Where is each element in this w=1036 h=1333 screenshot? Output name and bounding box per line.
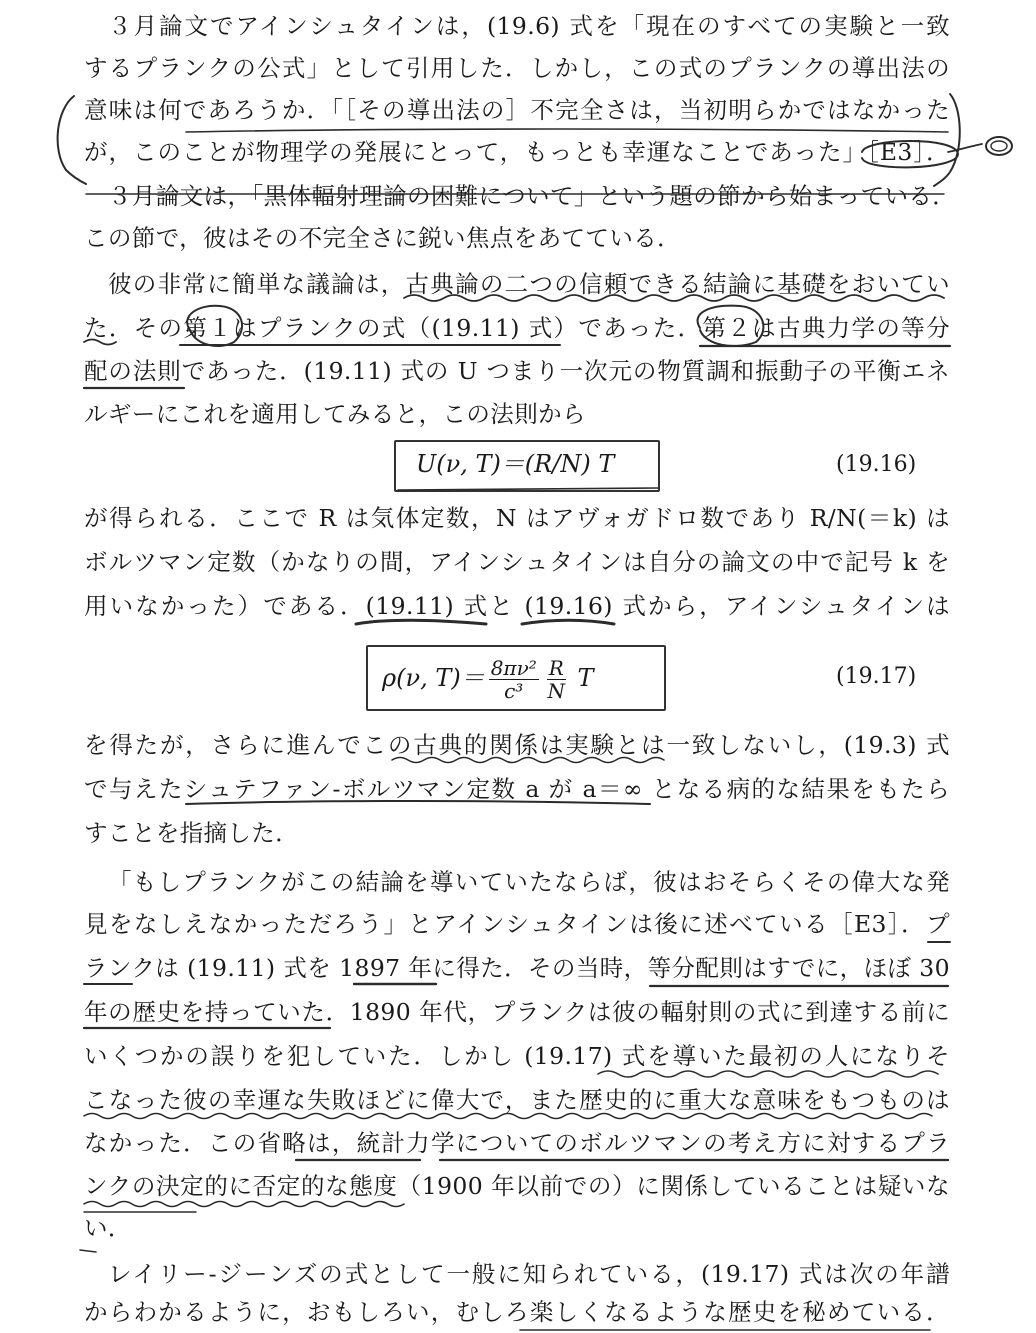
- text-line-6: この節で，彼はその不完全さに鋭い焦点をあてている．: [84, 224, 682, 252]
- fraction-denominator: N: [547, 679, 566, 703]
- text-line-8: た．その第１はプランクの式（(19.11) 式）であった．第２は古典力学の等分: [84, 314, 950, 342]
- text-line-26: レイリー‐ジーンズの式として一般に知られている，(19.17) 式は次の年譜: [108, 1260, 950, 1288]
- text-line-2: するプランクの公式」として引用した．しかし，この式のプランクの導出法の: [84, 54, 950, 82]
- text-line-20: 年の歴史を持っていた．1890 年代，プランクは彼の輻射則の式に到達する前に: [84, 998, 950, 1026]
- text-line-27: からわかるように，おもしろい，むしろ楽しくなるような歴史を秘めている．: [84, 1298, 950, 1326]
- fraction-R-N: [547, 657, 566, 702]
- text-line-16: すことを指摘した．: [84, 819, 300, 847]
- equation-number-19-16: (19.16): [836, 452, 917, 477]
- text-line-23: なかった．この省略は，統計力学についてのボルツマンの考え方に対するプラ: [84, 1129, 950, 1157]
- equation-number-19-17: (19.17): [836, 664, 917, 689]
- text-line-22: こなった彼の幸運な失敗ほどに偉大で，また歴史的に重大な意味をもつものは: [84, 1086, 950, 1114]
- fraction-numerator: 8πν²: [490, 656, 537, 680]
- text-line-18: 見をなしえなかっただろう」とアインシュタインは後に述べている［E3］．プ: [84, 910, 950, 938]
- text-line-7: 彼の非常に簡単な議論は，古典論の二つの信頼できる結論に基礎をおいてい: [108, 270, 950, 298]
- fraction-8piv2-c3: [489, 657, 539, 702]
- text-line-10: ルギーにこれを適用してみると，この法則から: [84, 400, 586, 428]
- fraction-numerator: R: [548, 656, 564, 680]
- text-line-3: 意味は何であろうか．「［その導出法の］不完全さは，当初明らかではなかった: [84, 96, 950, 124]
- text-line-5: ３月論文は，「黒体輻射理論の困難について」という題の節から始まっている．: [108, 182, 957, 210]
- equation-19-16: U(ν, T)＝(R/N) T: [416, 450, 615, 478]
- text-line-1: ３月論文でアインシュタインは，(19.6) 式を「現在のすべての実験と一致: [108, 12, 950, 40]
- equation-19-17-tail: T: [577, 664, 594, 692]
- double-circle-mark: [986, 137, 1012, 155]
- arrow-mark: [948, 144, 982, 152]
- fraction-denominator: c³: [504, 679, 524, 703]
- text-line-21: いくつかの誤りを犯していた．しかし (19.17) 式を導いた最初の人になりそ: [84, 1042, 950, 1070]
- text-line-12: ボルツマン定数（かなりの間，アインシュタインは自分の論文の中で記号 k を: [84, 548, 950, 576]
- text-line-15: で与えたシュテファン‐ボルツマン定数 a が a＝∞ となる病的な結果をもたら: [84, 775, 950, 803]
- text-line-14: を得たが，さらに進んでこの古典的関係は実験とは一致しないし，(19.3) 式: [84, 731, 950, 759]
- text-line-4: が，このことが物理学の発展にとって，もっとも幸運なことであった」［E3］．: [84, 138, 950, 166]
- text-line-25: い．: [84, 1214, 132, 1242]
- text-line-19: ランクは (19.11) 式を 1897 年に得た．その当時，等分配則はすでに，ほぼ 30: [84, 954, 950, 982]
- text-line-17: 「もしプランクがこの結論を導いていたならば，彼はおそらくその偉大な発: [108, 868, 950, 896]
- text-line-13: 用いなかった）である．(19.11) 式と (19.16) 式から，アインシュタインは: [84, 592, 950, 620]
- text-line-9: 配の法則であった．(19.11) 式の U つまり一次元の物質調和振動子の平衡エネ: [84, 357, 950, 385]
- text-line-24: ンクの決定的に否定的な態度（1900 年以前での）に関係していることは疑いな: [84, 1172, 950, 1200]
- equation-19-17-lhs: ρ(ν, T)＝: [382, 664, 485, 692]
- bracket-left-mark: [58, 96, 86, 184]
- text-line-11: が得られる．ここで R は気体定数，N はアヴォガドロ数であり R/N(＝k) は: [84, 504, 950, 532]
- equation-19-17: [382, 652, 593, 704]
- dash-mark: [80, 1250, 96, 1252]
- double-circle-mark: [991, 141, 1007, 151]
